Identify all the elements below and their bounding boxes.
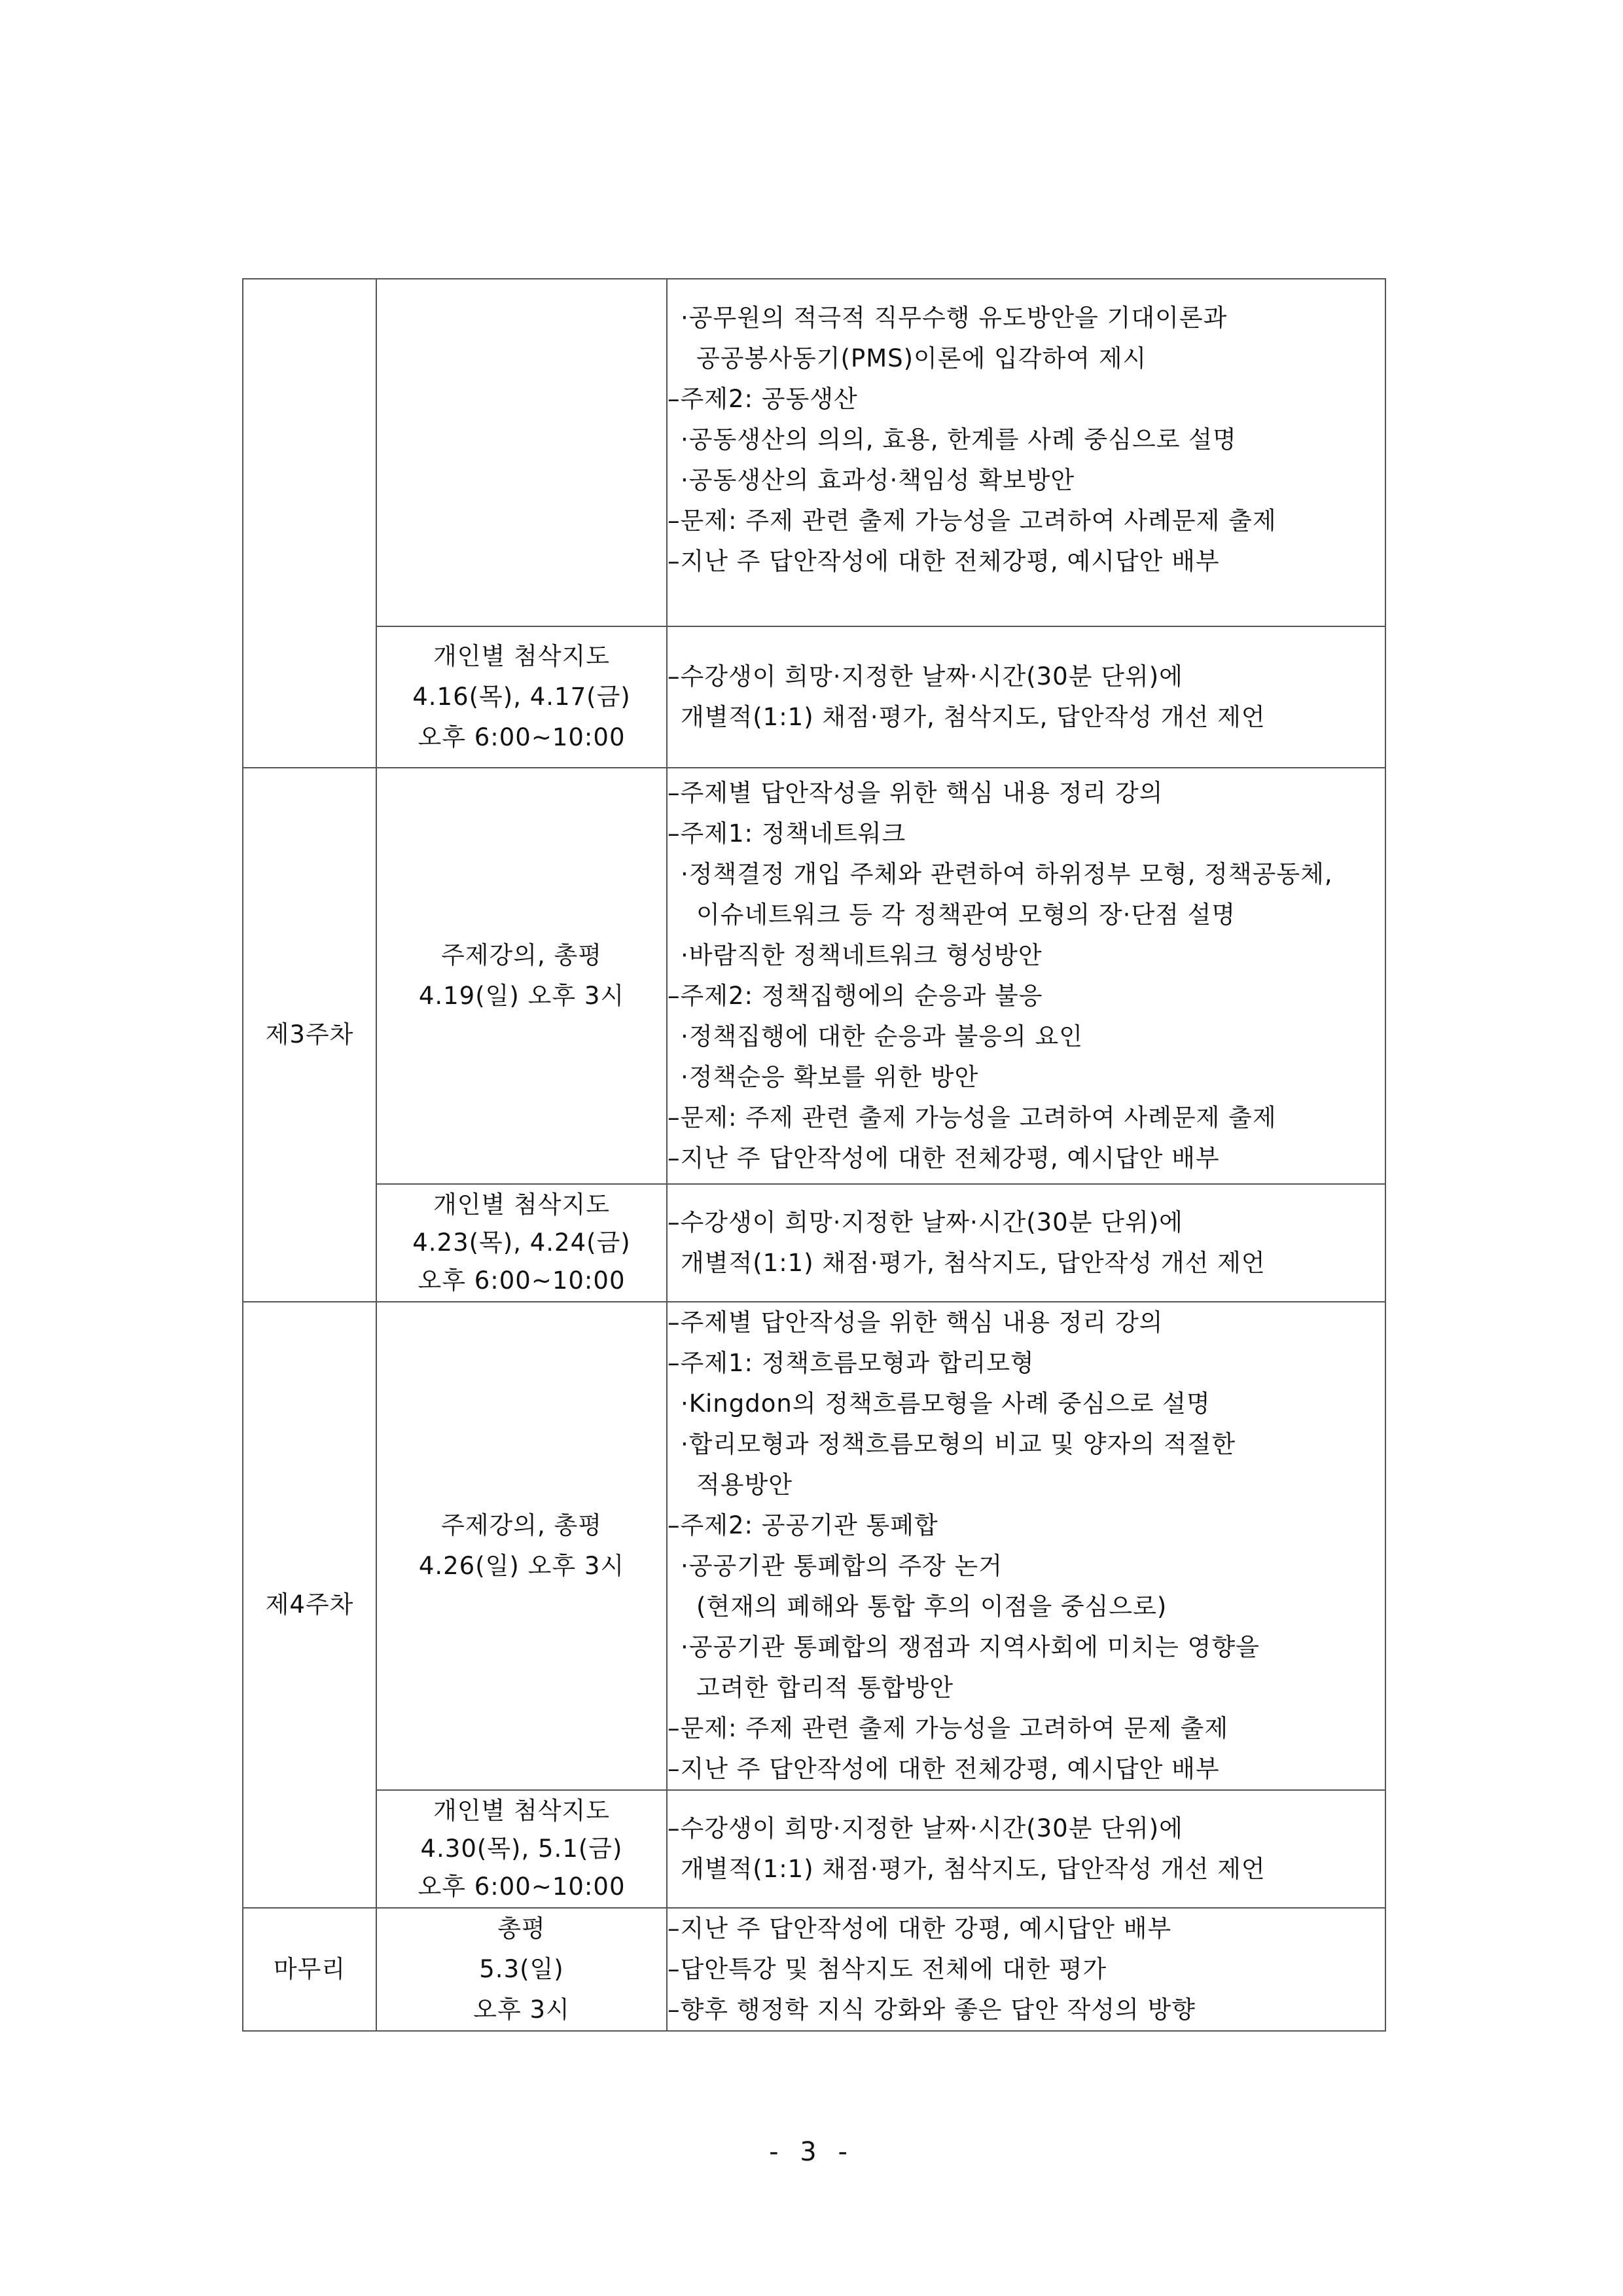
content-line: ·Kingdon의 정책흐름모형을 사례 중심으로 설명 bbox=[681, 1390, 1211, 1418]
content-line: 적용방안 bbox=[696, 1471, 793, 1499]
session-line: 오후 6:00~10:00 bbox=[418, 723, 626, 751]
content-line: ·정책순응 확보를 위한 방안 bbox=[681, 1063, 979, 1091]
session-cell bbox=[376, 768, 667, 1184]
content-line: ·공공기관 통폐합의 주장 논거 bbox=[681, 1552, 1003, 1580]
week-label: 제3주차 bbox=[265, 1020, 354, 1049]
content-line: –수강생이 희망·지정한 날짜·시간(30분 단위)에 bbox=[668, 1814, 1183, 1842]
table-row bbox=[243, 279, 1385, 626]
content-line: –주제2: 공공기관 통폐합 bbox=[668, 1511, 938, 1539]
session-line: 주제강의, 총평 bbox=[441, 1511, 602, 1539]
content-line: 고려한 합리적 통합방안 bbox=[696, 1674, 954, 1702]
week-cell bbox=[243, 279, 376, 768]
content-cell bbox=[667, 279, 1385, 626]
session-cell bbox=[376, 1184, 667, 1302]
content-line: –지난 주 답안작성에 대한 전체강평, 예시답안 배부 bbox=[668, 1144, 1220, 1172]
schedule-table bbox=[242, 278, 1386, 2032]
content-cell bbox=[667, 626, 1385, 768]
session-line: 4.19(일) 오후 3시 bbox=[418, 982, 625, 1010]
content-line: –문제: 주제 관련 출제 가능성을 고려하여 사례문제 출제 bbox=[668, 1103, 1277, 1132]
content-line: ·합리모형과 정책흐름모형의 비교 및 양자의 적절한 bbox=[681, 1430, 1236, 1458]
content-line: –주제2: 공동생산 bbox=[668, 384, 858, 413]
table-row bbox=[243, 626, 1385, 768]
page-number: - 3 - bbox=[769, 2137, 854, 2167]
content-line: –주제별 답안작성을 위한 핵심 내용 정리 강의 bbox=[668, 1308, 1164, 1336]
content-line: –답안특강 및 첨삭지도 전체에 대한 평가 bbox=[668, 1955, 1107, 1983]
content-line: –지난 주 답안작성에 대한 전체강평, 예시답안 배부 bbox=[668, 547, 1220, 575]
content-line: 이슈네트워크 등 각 정책관여 모형의 장·단점 설명 bbox=[696, 901, 1236, 929]
content-line: –지난 주 답안작성에 대한 강평, 예시답안 배부 bbox=[668, 1914, 1172, 1943]
table-row bbox=[243, 1790, 1385, 1908]
content-line: –주제별 답안작성을 위한 핵심 내용 정리 강의 bbox=[668, 779, 1164, 807]
content-line: –주제2: 정책집행에의 순응과 불응 bbox=[668, 982, 1043, 1010]
week-cell bbox=[243, 1302, 376, 1908]
table-row bbox=[243, 1908, 1385, 2031]
content-line: ·공동생산의 효과성·책임성 확보방안 bbox=[681, 465, 1075, 494]
content-line: 개별적(1:1) 채점·평가, 첨삭지도, 답안작성 개선 제언 bbox=[681, 1855, 1266, 1883]
session-line: 오후 6:00~10:00 bbox=[418, 1266, 626, 1295]
session-line: 오후 6:00~10:00 bbox=[418, 1873, 626, 1901]
table-row bbox=[243, 1302, 1385, 1790]
session-line: 개인별 첨삭지도 bbox=[433, 642, 610, 670]
week-cell bbox=[243, 768, 376, 1302]
session-line: 개인별 첨삭지도 bbox=[433, 1797, 610, 1825]
content-line: –문제: 주제 관련 출제 가능성을 고려하여 문제 출제 bbox=[668, 1714, 1229, 1742]
session-line: 총평 bbox=[497, 1914, 546, 1943]
content-line: ·바람직한 정책네트워크 형성방안 bbox=[681, 941, 1043, 969]
session-cell bbox=[376, 626, 667, 768]
session-line: 오후 3시 bbox=[473, 1996, 570, 2024]
content-line: –수강생이 희망·지정한 날짜·시간(30분 단위)에 bbox=[668, 1208, 1183, 1236]
content-cell bbox=[667, 1790, 1385, 1908]
session-line: 개인별 첨삭지도 bbox=[433, 1191, 610, 1219]
content-cell bbox=[667, 1908, 1385, 2031]
week-label: 마무리 bbox=[273, 1955, 346, 1983]
content-line: 공공봉사동기(PMS)이론에 입각하여 제시 bbox=[696, 344, 1147, 372]
week-label: 제4주차 bbox=[265, 1590, 354, 1619]
content-line: 개별적(1:1) 채점·평가, 첨삭지도, 답안작성 개선 제언 bbox=[681, 703, 1266, 731]
session-cell bbox=[376, 1302, 667, 1790]
content-line: ·공무원의 적극적 직무수행 유도방안을 기대이론과 bbox=[681, 303, 1228, 332]
session-line: 4.23(목), 4.24(금) bbox=[412, 1229, 631, 1257]
content-cell bbox=[667, 1302, 1385, 1790]
table-row bbox=[243, 768, 1385, 1184]
week-cell bbox=[243, 1908, 376, 2031]
content-line: (현재의 폐해와 통합 후의 이점을 중심으로) bbox=[696, 1592, 1168, 1621]
content-line: –향후 행정학 지식 강화와 좋은 답안 작성의 방향 bbox=[668, 1996, 1196, 2024]
session-line: 5.3(일) bbox=[479, 1955, 564, 1983]
content-line: ·정책집행에 대한 순응과 불응의 요인 bbox=[681, 1022, 1083, 1050]
session-line: 4.30(목), 5.1(금) bbox=[420, 1835, 623, 1863]
content-line: ·공동생산의 의의, 효용, 한계를 사례 중심으로 설명 bbox=[681, 425, 1237, 454]
content-cell bbox=[667, 768, 1385, 1184]
session-cell bbox=[376, 1790, 667, 1908]
session-cell bbox=[376, 279, 667, 626]
content-line: ·공공기관 통폐합의 쟁점과 지역사회에 미치는 영향을 bbox=[681, 1633, 1260, 1661]
session-cell bbox=[376, 1908, 667, 2031]
content-line: –주제1: 정책흐름모형과 합리모형 bbox=[668, 1349, 1035, 1377]
session-line: 주제강의, 총평 bbox=[441, 941, 602, 969]
session-line: 4.16(목), 4.17(금) bbox=[412, 683, 631, 711]
table-row bbox=[243, 1184, 1385, 1302]
content-line: –주제1: 정책네트워크 bbox=[668, 819, 906, 848]
content-line: –문제: 주제 관련 출제 가능성을 고려하여 사례문제 출제 bbox=[668, 506, 1277, 535]
content-cell bbox=[667, 1184, 1385, 1302]
content-line: 개별적(1:1) 채점·평가, 첨삭지도, 답안작성 개선 제언 bbox=[681, 1249, 1266, 1277]
content-line: –지난 주 답안작성에 대한 전체강평, 예시답안 배부 bbox=[668, 1755, 1220, 1783]
session-line: 4.26(일) 오후 3시 bbox=[418, 1552, 625, 1580]
content-line: ·정책결정 개입 주체와 관련하여 하위정부 모형, 정책공동체, bbox=[681, 860, 1333, 888]
content-line: –수강생이 희망·지정한 날짜·시간(30분 단위)에 bbox=[668, 662, 1183, 691]
